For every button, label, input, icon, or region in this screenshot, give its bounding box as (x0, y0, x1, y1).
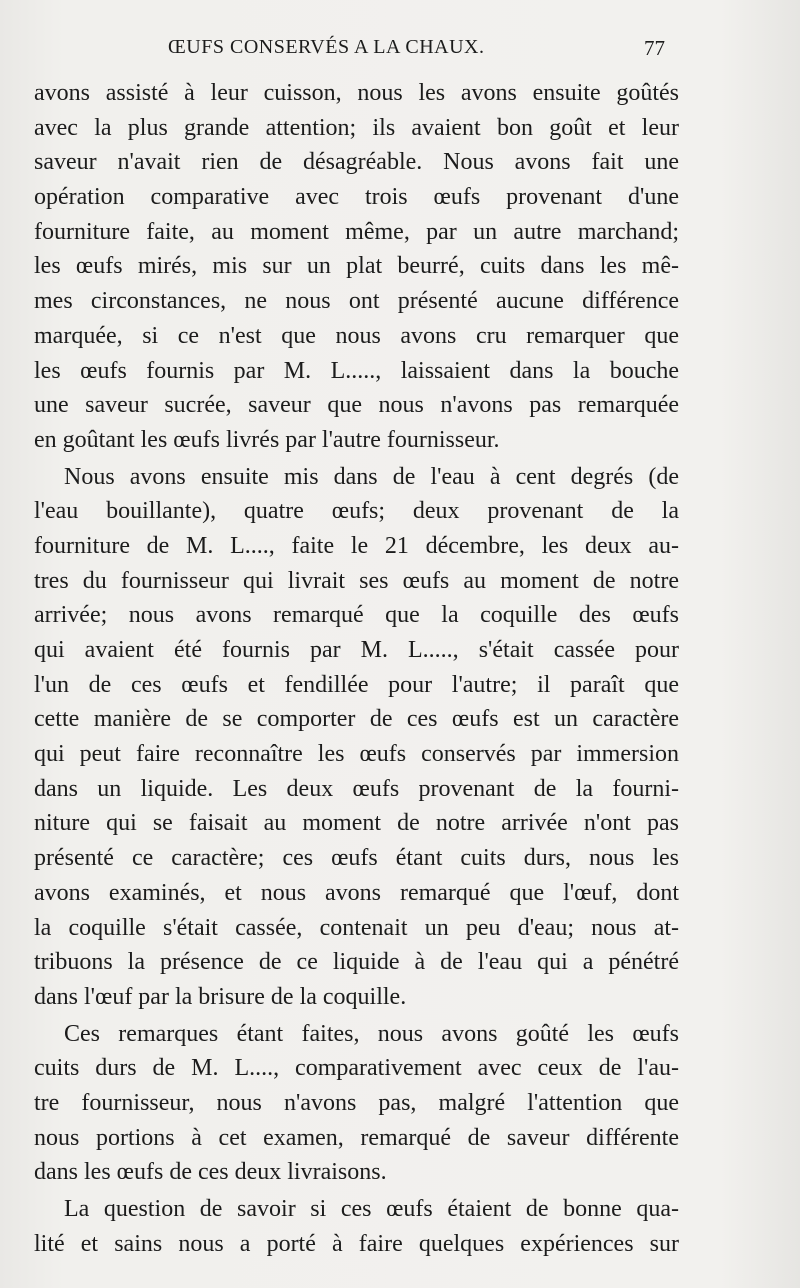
text-line: cette manière de se comporter de ces œufs est un caractère (34, 706, 679, 733)
text-line: une saveur sucrée, saveur que nous n'avons pas remarquée (34, 392, 679, 419)
text-line: saveur n'avait rien de désagréable. Nous avons fait une (34, 149, 679, 176)
text-line: en goûtant les œufs livrés par l'autre fournisseur. (34, 426, 500, 453)
text-line: l'un de ces œufs et fendillée pour l'autre; il paraît que (34, 671, 679, 698)
text-line: les œufs fournis par M. L....., laissaient dans la bouche (34, 357, 679, 384)
text-line: tribuons la présence de ce liquide à de l'eau qui a pénétré (34, 949, 679, 976)
text-line: dans l'œuf par la brisure de la coquille. (34, 983, 407, 1010)
text-line: fourniture de M. L...., faite le 21 décembre, les deux au- (34, 532, 679, 559)
text-line: présenté ce caractère; ces œufs étant cuits durs, nous les (34, 845, 679, 872)
text-line: mes circonstances, ne nous ont présenté aucune différence (34, 288, 679, 315)
text-line: fourniture faite, au moment même, par un autre marchand; (34, 218, 679, 245)
text-line: marquée, si ce n'est que nous avons cru remarquer que (34, 322, 679, 349)
text-line: avons examinés, et nous avons remarqué que l'œuf, dont (34, 879, 679, 906)
text-line: arrivée; nous avons remarqué que la coquille des œufs (34, 602, 679, 629)
text-line: qui peut faire reconnaître les œufs conservés par immersion (34, 741, 679, 768)
text-line: avec la plus grande attention; ils avaient bon goût et leur (34, 114, 679, 141)
text-line: qui avaient été fournis par M. L....., s'était cassée pour (34, 637, 679, 663)
text-line: La question de savoir si ces œufs étaient de bonne qua- (64, 1196, 679, 1222)
text-line: les œufs mirés, mis sur un plat beurré, cuits dans les mê- (34, 253, 679, 280)
paragraph (34, 460, 679, 1015)
text-line: dans un liquide. Les deux œufs provenant de la fourni- (34, 775, 679, 802)
text-line: cuits durs de M. L...., comparativement avec ceux de l'au- (34, 1055, 679, 1082)
text-line: opération comparative avec trois œufs provenant d'une (34, 184, 679, 211)
text-line: l'eau bouillante), quatre œufs; deux provenant de la (34, 498, 679, 525)
text-line: avons assisté à leur cuisson, nous les avons ensuite goûtés (34, 80, 679, 106)
text-line: Nous avons ensuite mis dans de l'eau à cent degrés (de (64, 463, 679, 490)
body-text (34, 76, 679, 1261)
paragraph (34, 76, 679, 458)
paragraph (34, 1192, 679, 1261)
page-header (0, 30, 800, 66)
text-line: tre fournisseur, nous n'avons pas, malgré l'attention que (34, 1089, 679, 1116)
text-line: la coquille s'était cassée, contenait un peu d'eau; nous at- (34, 914, 679, 941)
paragraph (34, 1017, 679, 1190)
text-line: lité et sains nous a porté à faire quelques expériences sur (34, 1230, 679, 1257)
text-line: nous portions à cet examen, remarqué de saveur différente (34, 1124, 679, 1151)
text-line: tres du fournisseur qui livrait ses œufs au moment de notre (34, 567, 679, 594)
page-number: 77 (644, 36, 665, 60)
text-line: Ces remarques étant faites, nous avons goûté les œufs (64, 1020, 679, 1047)
running-title: ŒUFS CONSERVÉS A LA CHAUX. (168, 36, 485, 58)
text-line: niture qui se faisait au moment de notre arrivée n'ont pas (34, 810, 679, 837)
text-line: dans les œufs de ces deux livraisons. (34, 1159, 387, 1186)
